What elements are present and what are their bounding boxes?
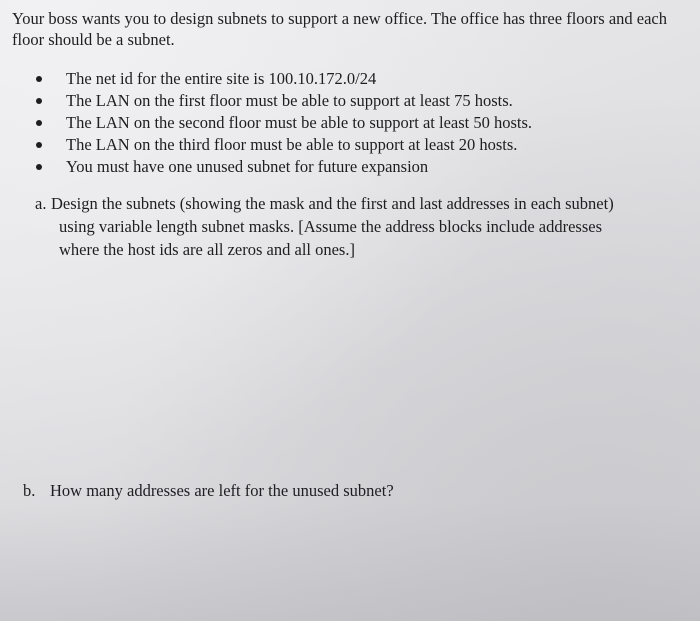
question-a-line-1: Design the subnets (showing the mask and the first and last addresses in each subnet) xyxy=(51,194,614,213)
list-item-text: The LAN on the first floor must be able to support at least 75 hosts. xyxy=(66,91,513,110)
question-b-text: How many addresses are left for the unused subnet? xyxy=(50,481,394,500)
question-a-text xyxy=(35,192,685,261)
list-item-text: The LAN on the second floor must be able to support at least 50 hosts. xyxy=(66,113,533,132)
question-a-line-2: using variable length subnet masks. [Assume the address blocks include addresses xyxy=(59,217,603,236)
question-b-marker: b. xyxy=(23,481,36,500)
bullet-icon xyxy=(36,142,42,148)
bullet-icon xyxy=(36,98,42,104)
bullet-icon xyxy=(36,120,42,126)
list-item xyxy=(0,68,532,90)
list-item-text: The LAN on the third floor must be able to support at least 20 hosts. xyxy=(66,135,518,154)
list-item xyxy=(0,112,532,134)
list-item-text: The net id for the entire site is 100.10.172.0/24 xyxy=(66,69,377,88)
list-item xyxy=(0,90,532,112)
bullet-icon xyxy=(36,76,42,82)
question-b xyxy=(23,480,394,502)
list-item-text: You must have one unused subnet for future expansion xyxy=(66,157,429,176)
list-item xyxy=(0,134,532,156)
question-a-marker: a. xyxy=(35,194,47,213)
list-item xyxy=(0,156,532,178)
requirements-list xyxy=(0,68,532,178)
bullet-icon xyxy=(36,164,42,170)
intro-paragraph: Your boss wants you to design subnets to support a new office. The office has three floors and each floor should be a subnet. xyxy=(12,9,667,49)
question-a-line-3: where the host ids are all zeros and all ones.] xyxy=(59,240,355,259)
paper-shadow xyxy=(0,501,700,621)
question-a xyxy=(35,192,685,261)
